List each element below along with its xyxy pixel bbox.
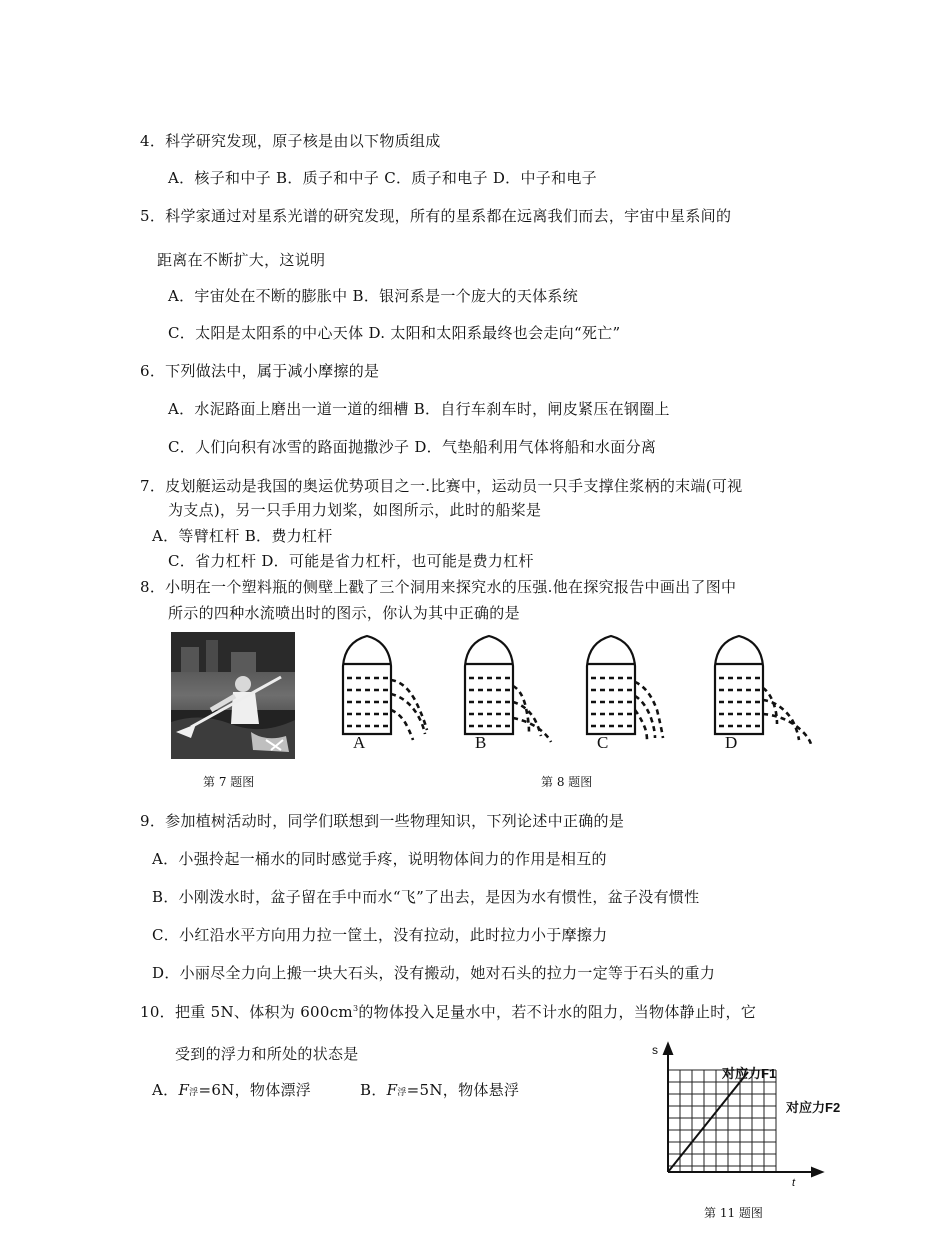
graph-line1-label: 对应力F1 — [722, 1066, 777, 1081]
fig11-caption: 第 11 题图 — [704, 1206, 763, 1220]
bottle-b — [465, 636, 551, 742]
kayak-photo — [171, 632, 295, 759]
q4-options: A．核子和中子 B．质子和中子 C．质子和电子 D．中子和电子 — [168, 169, 597, 187]
q8-stem: 8．小明在一个塑料瓶的侧壁上戳了三个洞用来探究水的压强.他在探究报告中画出了图中 — [140, 578, 737, 596]
q5-options-ab: A．宇宙处在不断的膨胀中 B．银河系是一个庞大的天体系统 — [168, 287, 579, 305]
q6-stem: 6．下列做法中，属于减小摩擦的是 — [140, 362, 380, 380]
fig8-caption: 第 8 题图 — [541, 775, 593, 789]
q5-stem-cont: 距离在不断扩大，这说明 — [157, 251, 326, 269]
q9-option-a: A．小强拎起一桶水的同时感觉手疼，说明物体间力的作用是相互的 — [152, 850, 607, 868]
q10-stem: 10．把重 5N、体积为 $600cm^3$的物体投入足量水中，若不计水的阻力，当物体静止时，它 — [140, 1003, 757, 1021]
bottle-a — [343, 636, 427, 740]
q6-options-ab: A．水泥路面上磨出一道一道的细槽 B．自行车刹车时，闸皮紧压在钢圈上 — [168, 400, 670, 418]
bottle-c — [587, 636, 663, 740]
bottle-d — [715, 636, 811, 744]
q5-stem: 5．科学家通过对星系光谱的研究发现，所有的星系都在远离我们而去，宇宙中星系间的 — [140, 207, 732, 225]
q4-stem: 4．科学研究发现，原子核是由以下物质组成 — [140, 132, 441, 150]
q9-stem: 9．参加植树活动时，同学们联想到一些物理知识，下列论述中正确的是 — [140, 812, 625, 830]
q10-stem-cont: 受到的浮力和所处的状态是 — [175, 1045, 359, 1063]
graph-line2-label: 对应力F2 — [786, 1100, 841, 1115]
bottle-label-a: A — [353, 733, 366, 752]
q9-option-b: B．小刚泼水时，盆子留在手中而水“飞”了出去，是因为水有惯性，盆子没有惯性 — [152, 888, 700, 906]
bottle-label-c: C — [597, 733, 609, 752]
graph-y-label: s — [652, 1043, 658, 1057]
q9-option-d: D．小丽尽全力向上搬一块大石头，没有搬动，她对石头的拉力一定等于石头的重力 — [152, 964, 716, 982]
q10-option-b: B．F浮=5N，物体悬浮 — [360, 1081, 520, 1099]
s-t-graph — [640, 1040, 850, 1190]
water-jet-bottles-figure — [335, 630, 817, 758]
bottle-label-b: B — [475, 733, 487, 752]
q7-options-ab: A．等臂杠杆 B．费力杠杆 — [152, 527, 333, 545]
q7-options-cd: C．省力杠杆 D．可能是省力杠杆，也可能是费力杠杆 — [168, 552, 534, 570]
q8-stem-cont: 所示的四种水流喷出时的图示，你认为其中正确的是 — [168, 604, 520, 622]
fig7-caption: 第 7 题图 — [203, 775, 255, 789]
q7-stem: 7．皮划艇运动是我国的奥运优势项目之一.比赛中，运动员一只手支撑住浆柄的末端(可视 — [140, 477, 743, 495]
q5-options-cd: C．太阳是太阳系的中心天体 D. 太阳和太阳系最终也会走向“死亡” — [168, 324, 621, 342]
q10-option-a: A．F浮=6N，物体漂浮 — [152, 1081, 312, 1099]
q9-option-c: C．小红沿水平方向用力拉一筐土，没有拉动，此时拉力小于摩擦力 — [152, 926, 608, 944]
q6-options-cd: C．人们向积有冰雪的路面抛撒沙子 D．气垫船利用气体将船和水面分离 — [168, 438, 657, 456]
q7-stem-cont: 为支点)，另一只手用力划桨，如图所示，此时的船桨是 — [168, 501, 542, 519]
bottle-label-d: D — [725, 733, 738, 752]
graph-x-label: t — [792, 1177, 796, 1189]
